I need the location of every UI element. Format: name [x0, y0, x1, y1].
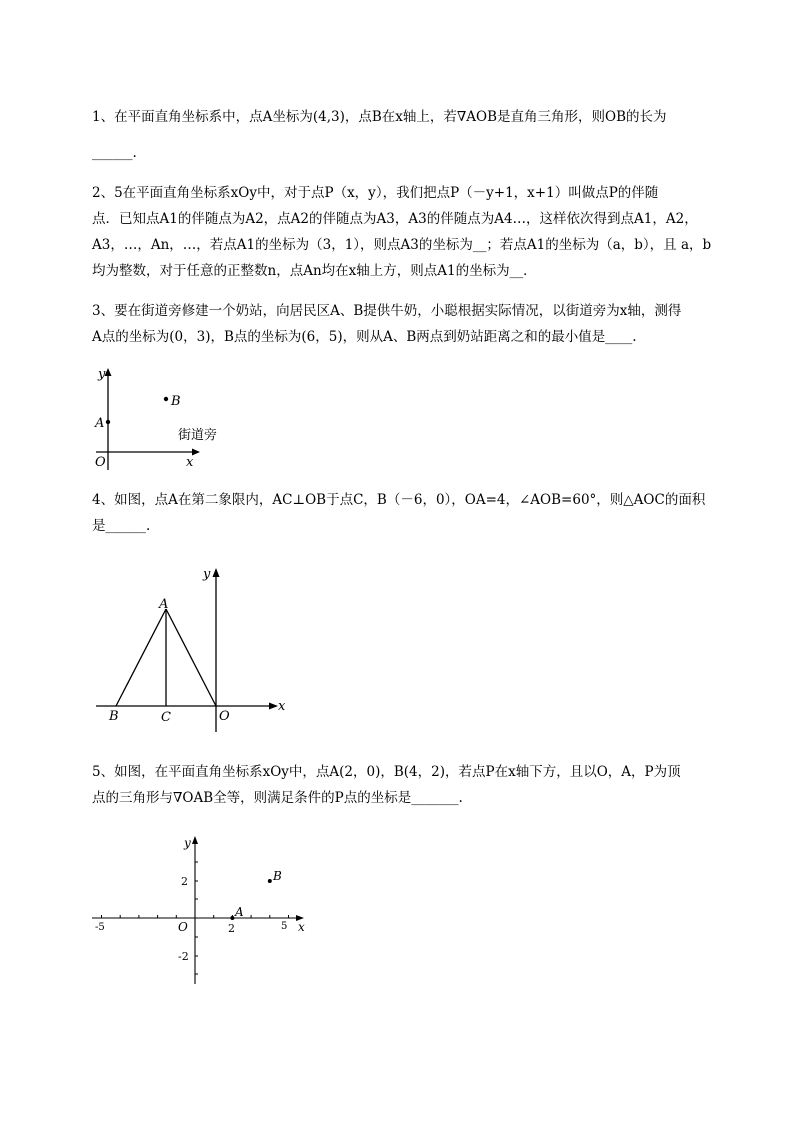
q4-label-a: A — [159, 597, 169, 612]
q5-tick-label-y2: 2 — [181, 875, 188, 888]
question-2-line-4: 均为整数，对于任意的正整数n，点An均在x轴上方，则点A1的坐标为__． — [92, 263, 537, 279]
question-5-figure — [88, 832, 314, 988]
q4-label-o: O — [219, 709, 230, 724]
question-4-figure — [92, 562, 302, 732]
q4-segment-ba — [116, 609, 166, 706]
q5-tick-label-2: 2 — [228, 922, 235, 935]
q3-y-arrow — [105, 368, 112, 376]
question-3-line-2: A点的坐标为(0，3)，B点的坐标为(6，5)，则从A、B两点到奶站距离之和的最小值是____. — [92, 329, 637, 345]
q5-y-arrow — [192, 836, 198, 844]
question-5 — [92, 759, 742, 811]
question-2 — [92, 180, 742, 284]
q3-point-b — [164, 397, 168, 401]
q4-label-b: B — [109, 709, 119, 724]
question-5-line-1: 5、如图，在平面直角坐标系xOy中，点A(2，0)，B(4，2)，若点P在x轴下方，且以O，A，P为顶 — [92, 764, 681, 780]
q3-label-o: O — [95, 455, 106, 470]
q4-y-arrow — [213, 568, 220, 577]
q3-label-x: x — [186, 455, 194, 470]
question-4-line-2: 是______. — [92, 518, 151, 534]
q4-x-arrow — [269, 703, 278, 710]
question-2-line-2: 点．已知点A1的伴随点为A2，点A2的伴随点为A3，A3的伴随点为A4…，这样依次得到点A1，A2， — [92, 211, 698, 227]
question-3-figure — [88, 362, 258, 474]
question-4-line-1: 4、如图，点A在第二象限内，AC⊥OB于点C，B（－6，0），OA=4，∠AOB=60°，则△AOC的面积 — [92, 492, 706, 508]
q5-tick-label-yneg2: -2 — [178, 950, 189, 963]
q4-label-y: y — [203, 567, 211, 582]
q5-label-y: y — [184, 836, 191, 850]
question-4 — [92, 487, 742, 539]
question-3 — [92, 298, 742, 350]
question-1-line-2: ______. — [92, 145, 137, 161]
q3-point-a — [106, 420, 110, 424]
q3-label-b: B — [171, 394, 181, 409]
q5-label-o: O — [178, 920, 188, 934]
q3-label-y: y — [98, 367, 106, 382]
q5-label-x: x — [298, 920, 305, 934]
question-2-line-3: A3，…，An，…，若点A1的坐标为（3，1），则点A3的坐标为__；若点A1的坐标为（a，b），且 a，b — [92, 237, 712, 253]
question-1 — [92, 104, 742, 166]
q4-label-x: x — [278, 699, 286, 714]
q3-label-street: 街道旁 — [178, 428, 218, 443]
q5-label-b: B — [273, 869, 282, 883]
question-1-line-1: 1、在平面直角坐标系中，点A坐标为(4,3)，点B在x轴上，若∇AOB是直角三角形，则OB的长为 — [92, 109, 667, 125]
q4-segment-ao — [166, 609, 216, 706]
q4-label-c: C — [161, 710, 171, 725]
q5-tick-label-neg5: -5 — [95, 922, 105, 933]
q5-point-b — [268, 879, 272, 883]
q5-tick-label-5: 5 — [281, 921, 288, 932]
question-2-line-1: 2、5在平面直角坐标系xOy中，对于点P（x，y），我们把点P（－y+1，x+1）叫做点P的伴随 — [92, 185, 659, 201]
question-5-line-2: 点的三角形与∇OAB全等，则满足条件的P点的坐标是_______. — [92, 790, 463, 806]
q5-point-a — [230, 916, 234, 920]
question-3-line-1: 3、要在街道旁修建一个奶站，向居民区A、B提供牛奶，小聪根据实际情况，以街道旁为x轴，测得 — [92, 303, 682, 319]
q5-label-a: A — [235, 905, 244, 919]
q3-label-a: A — [95, 416, 105, 431]
